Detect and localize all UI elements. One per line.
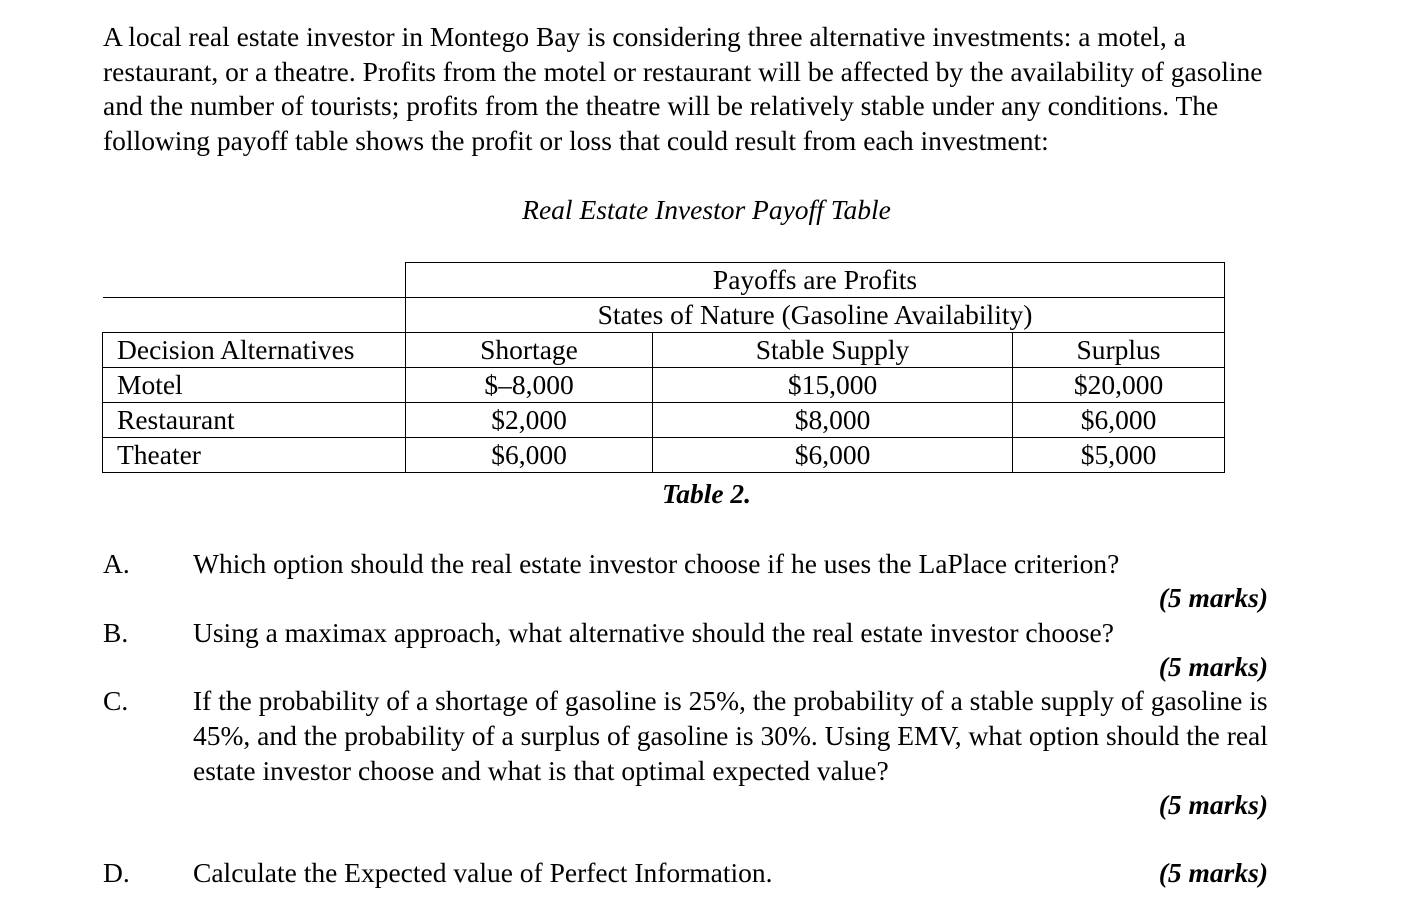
- question-b-text: Using a maximax approach, what alternative should the real estate investor choose?: [193, 617, 1114, 648]
- table-header-row-top: [103, 263, 1225, 298]
- header-payoffs-are-profits: Payoffs are Profits: [406, 263, 1225, 298]
- table-header-row-states: [103, 298, 1225, 333]
- table-title: Real Estate Investor Payoff Table: [522, 194, 891, 225]
- question-b: [103, 615, 1268, 650]
- question-a-letter: A.: [103, 548, 130, 579]
- column-header-surplus: Surplus: [1013, 333, 1225, 368]
- table-row: [103, 438, 1225, 473]
- question-c-letter: C.: [103, 685, 129, 716]
- header-decision-alternatives: Decision Alternatives: [103, 333, 406, 368]
- problem-intro: A local real estate investor in Montego Bay is considering three alternative investments: a motel, a restaurant, or a theatre. Profits from the motel or restaurant will be affected by the availability of gasoline and the number of tourists; profits from the theatre will be relatively stable under any conditions. The following payoff table shows the profit or loss that could result from each investment:: [103, 21, 1263, 156]
- question-c-marks: (5 marks): [1158, 789, 1268, 820]
- table-row: [103, 368, 1225, 403]
- row-label-motel: Motel: [103, 368, 406, 403]
- row-label-theater: Theater: [103, 438, 406, 473]
- cell-restaurant-stable-supply: $8,000: [653, 403, 1013, 438]
- question-d: [103, 855, 1268, 890]
- cell-motel-shortage: $–8,000: [406, 368, 653, 403]
- question-b-marks: (5 marks): [1158, 651, 1268, 682]
- cell-motel-stable-supply: $15,000: [653, 368, 1013, 403]
- column-header-stable-supply: Stable Supply: [653, 333, 1013, 368]
- question-c-text: If the probability of a shortage of gasoline is 25%, the probability of a stable supply of gasoline is 45%, and the probability of a surplus of gasoline is 30%. Using EMV, what option should the real estate investor choose and what is that optimal expected value?: [193, 685, 1268, 786]
- cell-theater-stable-supply: $6,000: [653, 438, 1013, 473]
- table-header-row-columns: [103, 333, 1225, 368]
- question-b-letter: B.: [103, 617, 129, 648]
- question-d-marks: (5 marks): [1158, 857, 1268, 888]
- row-label-restaurant: Restaurant: [103, 403, 406, 438]
- question-a-marks: (5 marks): [1158, 582, 1268, 613]
- payoff-table: [102, 262, 1225, 473]
- header-states-of-nature: States of Nature (Gasoline Availability): [406, 298, 1225, 333]
- table-caption: Table 2.: [661, 478, 752, 509]
- cell-motel-surplus: $20,000: [1013, 368, 1225, 403]
- question-d-letter: D.: [103, 857, 130, 888]
- cell-restaurant-surplus: $6,000: [1013, 403, 1225, 438]
- question-a-text: Which option should the real estate investor choose if he uses the LaPlace criterion?: [193, 548, 1120, 579]
- cell-theater-shortage: $6,000: [406, 438, 653, 473]
- cell-theater-surplus: $5,000: [1013, 438, 1225, 473]
- table-row: [103, 403, 1225, 438]
- column-header-shortage: Shortage: [406, 333, 653, 368]
- question-a: [103, 546, 1268, 581]
- question-d-text: Calculate the Expected value of Perfect Information.: [193, 857, 773, 888]
- cell-restaurant-shortage: $2,000: [406, 403, 653, 438]
- question-c: [103, 683, 1268, 788]
